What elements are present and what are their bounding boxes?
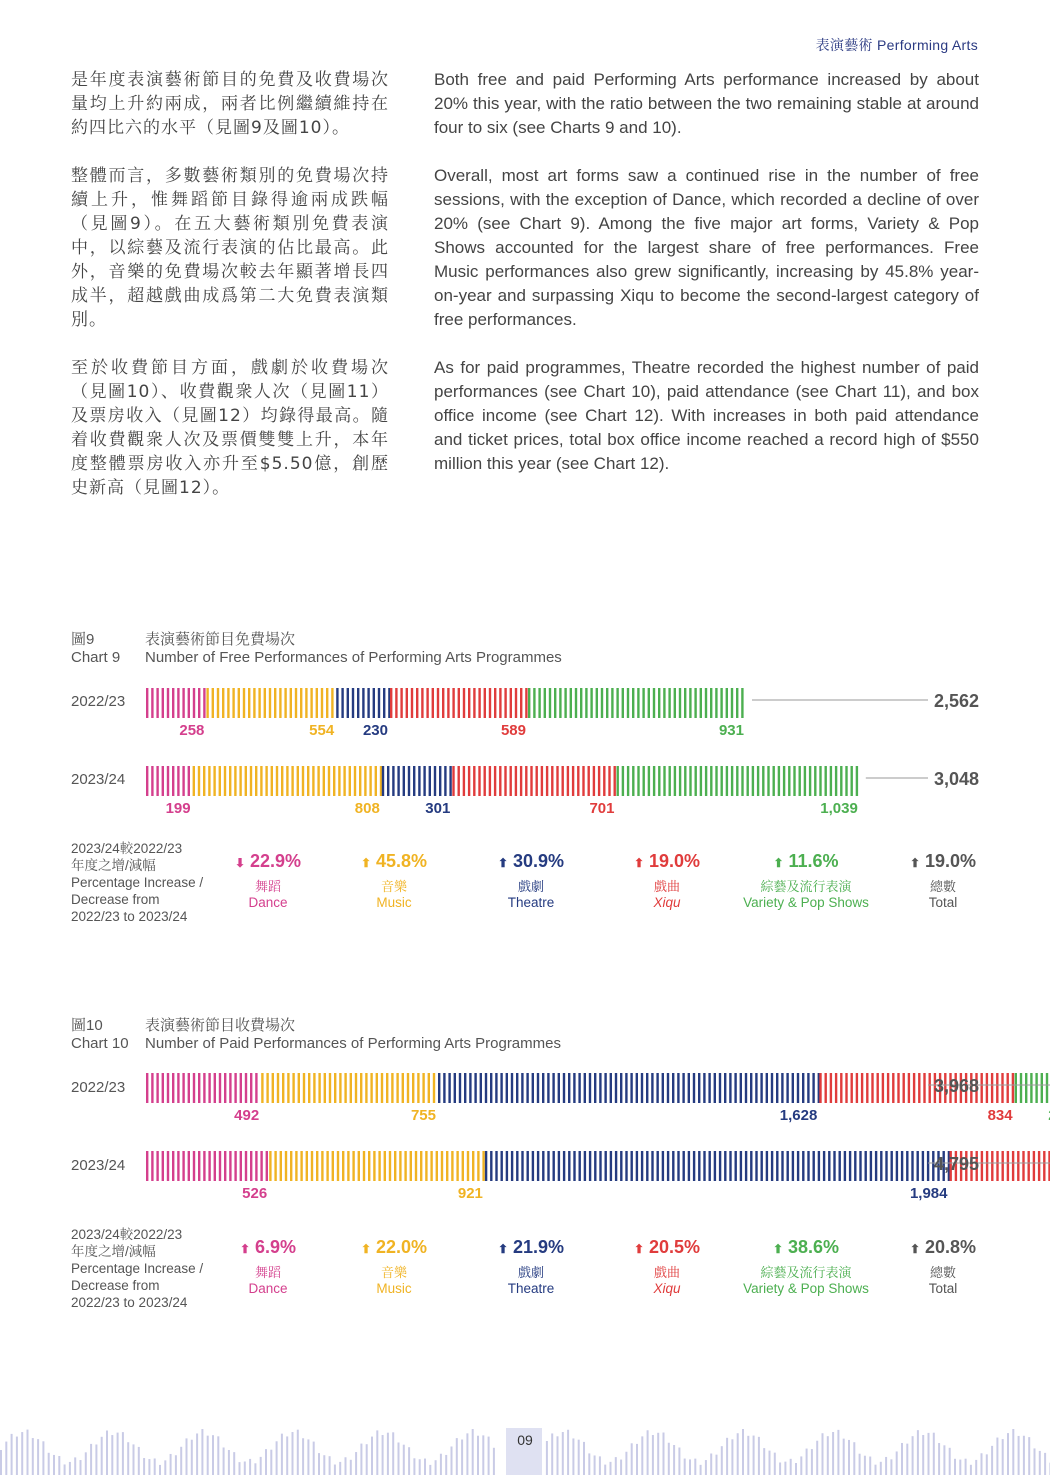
decor-stripe <box>360 1444 362 1475</box>
decor-stripe <box>906 1444 908 1475</box>
decor-stripe <box>493 1448 495 1475</box>
chart-10-label-en: Chart 10 <box>71 1035 129 1052</box>
arrow-up-icon: ⬆ <box>360 1242 371 1256</box>
arrow-up-icon: ⬆ <box>239 1242 251 1256</box>
decor-stripe <box>424 1459 426 1475</box>
chart-10-change-caption-line: Decrease from <box>71 1278 160 1293</box>
decor-stripe <box>790 1459 792 1475</box>
decor-stripe <box>48 1453 50 1475</box>
data-label-dance: 258 <box>179 722 205 739</box>
decor-stripe <box>159 1465 161 1475</box>
change-label-en: Total <box>928 895 958 910</box>
change-label-en: Music <box>376 1281 412 1296</box>
data-label-music: 808 <box>354 800 380 817</box>
bar-segment-theatre <box>438 1073 820 1103</box>
decor-stripe <box>164 1460 166 1475</box>
decor-stripe <box>615 1457 617 1475</box>
paragraph-zh-1: 是年度表演藝術節目的免費及收費場次量均上升約兩成，兩者比例繼續維持在約四比六的水平（見圖9及圖10）。 <box>71 70 389 138</box>
decor-stripe <box>175 1455 177 1475</box>
data-label-dance: 526 <box>242 1185 268 1202</box>
arrow-up-icon: ⬆ <box>909 856 920 870</box>
decor-stripe <box>954 1459 956 1475</box>
decor-stripe <box>859 1454 861 1475</box>
data-label-music: 755 <box>410 1107 436 1124</box>
total-value: 4,795 <box>933 1154 979 1174</box>
arrow-down-icon: ⬇ <box>234 856 245 870</box>
change-value: ⬆ 38.6% <box>772 1237 840 1257</box>
chart-10-year-2023: 2023/24 <box>71 1157 126 1174</box>
chart-9-year-2022: 2022/23 <box>71 693 126 710</box>
decor-stripe <box>774 1453 776 1475</box>
change-label-zh: 舞蹈 <box>254 1266 281 1281</box>
decor-stripe <box>625 1452 627 1475</box>
bar-segment-xiqu <box>819 1073 1014 1103</box>
decor-stripe <box>334 1465 336 1475</box>
decor-stripe <box>408 1447 410 1475</box>
chart-10-title-zh: 表演藝術節目收費場次 <box>145 1017 296 1034</box>
decor-stripe <box>435 1460 437 1475</box>
change-value: ⬆ 19.0% <box>909 851 977 871</box>
decor-stripe <box>323 1455 325 1475</box>
data-label-variety: 931 <box>718 722 744 739</box>
change-label-en: Theatre <box>507 895 555 910</box>
decor-stripe <box>339 1462 341 1475</box>
total-value: 3,968 <box>933 1076 979 1096</box>
decor-stripe <box>329 1456 331 1475</box>
bar-segment-variety <box>617 766 859 796</box>
bar-segment-dance <box>146 1151 268 1181</box>
decor-stripe <box>875 1465 877 1475</box>
change-label-en: Variety & Pop Shows <box>743 895 869 910</box>
decor-stripe <box>885 1457 887 1475</box>
decor-stripe <box>180 1447 182 1475</box>
decor-stripe <box>986 1454 988 1475</box>
decor-stripe <box>975 1460 977 1475</box>
chart-9-year-2023: 2023/24 <box>71 771 126 788</box>
decor-stripe <box>154 1458 156 1475</box>
decor-stripe <box>85 1452 87 1475</box>
change-value: ⬆ 22.0% <box>360 1237 428 1257</box>
decor-stripe <box>806 1449 808 1475</box>
decor-stripe <box>949 1448 951 1475</box>
decor-stripe <box>270 1450 272 1475</box>
decor-stripe <box>445 1455 447 1475</box>
decor-stripe <box>959 1460 961 1475</box>
decor-stripe <box>970 1465 972 1475</box>
chart-9-change-caption-line: Decrease from <box>71 892 160 907</box>
decor-stripe <box>588 1453 590 1475</box>
decor-stripe <box>80 1460 82 1475</box>
decor-stripe <box>636 1444 638 1475</box>
decor-stripe <box>694 1459 696 1475</box>
bar-segment-theatre <box>382 766 452 796</box>
decor-stripe <box>148 1459 150 1475</box>
chart-10-change-caption-line: Percentage Increase / <box>71 1261 204 1276</box>
change-value: ⬆ 20.8% <box>909 1237 977 1257</box>
decor-stripe <box>604 1465 606 1475</box>
bar-segment-dance <box>146 688 206 718</box>
decor-stripe <box>1034 1448 1036 1475</box>
decor-stripe <box>716 1455 718 1475</box>
decor-stripe <box>1044 1453 1046 1475</box>
change-label-zh: 戲劇 <box>517 880 544 895</box>
decor-stripe <box>721 1446 723 1475</box>
decor-stripe <box>74 1457 76 1475</box>
arrow-up-icon: ⬆ <box>497 856 508 870</box>
decor-stripe <box>880 1462 882 1475</box>
decor-stripe <box>0 1450 2 1475</box>
page-header: 表演藝術 Performing Arts <box>815 37 978 53</box>
decor-stripe <box>170 1454 172 1475</box>
change-label-zh: 音樂 <box>380 880 407 895</box>
chart-9-change-caption-line: 年度之增/減幅 <box>71 858 156 873</box>
data-label-theatre: 1,628 <box>779 1107 818 1124</box>
arrow-up-icon: ⬆ <box>360 856 371 870</box>
data-label-dance: 199 <box>165 800 191 817</box>
bar-segment-music <box>269 1151 485 1181</box>
chart-9-label-en: Chart 9 <box>71 649 121 666</box>
arrow-up-icon: ⬆ <box>773 856 784 870</box>
change-label-zh: 總數 <box>929 880 956 895</box>
chart-9-change-caption-line: 2023/24較2022/23 <box>71 841 183 856</box>
decor-stripe <box>223 1447 225 1475</box>
chart-10-title-en: Number of Paid Performances of Performing Arts Programmes <box>145 1035 561 1052</box>
decor-stripe <box>350 1460 352 1475</box>
change-value: ⬆ 45.8% <box>360 851 428 871</box>
arrow-up-icon: ⬆ <box>633 1242 644 1256</box>
decor-stripe <box>700 1465 702 1475</box>
decor-stripe <box>943 1445 945 1475</box>
bar-segment-dance <box>146 766 190 796</box>
change-label-zh: 舞蹈 <box>254 880 281 895</box>
paragraph-zh-3: 至於收費節目方面，戲劇於收費場次（見圖10）、收費觀衆人次（見圖11）及票房收入（見圖12）均錄得最高。隨着收費觀衆人次及票價雙雙上升，本年度整體票房收入亦升至$5.50億，創歷史新高（見圖12）。 <box>71 358 389 498</box>
change-value: ⬆ 20.5% <box>633 1237 701 1257</box>
bar-segment-music <box>193 766 383 796</box>
decor-stripe <box>864 1456 866 1475</box>
data-label-xiqu: 589 <box>500 722 526 739</box>
bar-segment-music <box>261 1073 435 1103</box>
decor-stripe <box>440 1454 442 1475</box>
decor-stripe <box>429 1465 431 1475</box>
decor-stripe <box>1039 1451 1041 1475</box>
data-label-dance: 492 <box>234 1107 260 1124</box>
chart-9-title-zh: 表演藝術節目免費場次 <box>145 631 296 648</box>
chart-9-label-zh: 圖9 <box>71 631 95 648</box>
change-label-zh: 戲曲 <box>653 1266 680 1281</box>
bar-segment-xiqu <box>452 766 616 796</box>
data-label-music: 554 <box>309 722 335 739</box>
decor-stripe <box>318 1453 320 1475</box>
paragraph-zh-2: 整體而言，多數藝術類別的免費場次持續上升，惟舞蹈節目錄得逾兩成跌幅（見圖9）。在五大藝術類別免費表演中，以綜藝及流行表演的佔比最高。此外，音樂的免費場次較去年顯著增長四成半，超越戲曲成爲第二大免費表演類別。 <box>71 166 389 330</box>
change-label-en: Xiqu <box>653 895 681 910</box>
decor-stripe <box>610 1462 612 1475</box>
total-value: 2,562 <box>933 691 979 711</box>
paragraph-en-3: As for paid programmes, Theatre recorded the highest number of paid performances (see Chart 10), paid attendance (see Chart 11), and box office income (see Chart 12). With increases in both paid attendance and ticket prices, total box office income reached a record high of $550 million this year (see Chart 12). <box>434 358 979 473</box>
data-label-theatre: 230 <box>362 722 388 739</box>
decor-stripe <box>413 1458 415 1475</box>
change-label-zh: 綜藝及流行表演 <box>760 1266 852 1281</box>
decor-stripe <box>69 1462 71 1475</box>
change-label-zh: 戲劇 <box>517 1266 544 1281</box>
decor-stripe <box>811 1449 813 1475</box>
chart-10-label-zh: 圖10 <box>71 1017 103 1034</box>
change-label-en: Xiqu <box>653 1281 681 1296</box>
data-label-xiqu: 834 <box>987 1107 1013 1124</box>
decor-stripe <box>451 1446 453 1475</box>
bar-segment-xiqu <box>390 688 528 718</box>
data-label-variety: 1,039 <box>820 800 858 817</box>
chart-10-change-caption-line: 2023/24較2022/23 <box>71 1227 183 1242</box>
data-label-xiqu: 701 <box>589 800 615 817</box>
paragraph-en-1: Both free and paid Performing Arts performance increased by about 20% this year, with the ratio between the two remaining stable at around four to six (see Charts 9 and 10). <box>434 70 979 137</box>
arrow-up-icon: ⬆ <box>633 856 644 870</box>
change-label-en: Dance <box>248 895 288 910</box>
decor-stripe <box>249 1459 251 1475</box>
decor-stripe <box>53 1455 55 1475</box>
change-label-en: Music <box>376 895 412 910</box>
chart-10-change-caption-line: 2022/23 to 2023/24 <box>71 1295 188 1310</box>
decor-stripe <box>991 1446 993 1475</box>
decor-stripe <box>869 1457 871 1475</box>
decor-stripe <box>265 1449 267 1475</box>
decor-stripe <box>779 1462 781 1475</box>
decor-stripe <box>795 1463 797 1475</box>
decor-stripe <box>678 1448 680 1475</box>
chart-9-title-en: Number of Free Performances of Performing Arts Programmes <box>145 649 562 666</box>
decor-stripe <box>133 1444 135 1475</box>
change-label-en: Dance <box>248 1281 288 1296</box>
decor-stripe <box>981 1453 983 1475</box>
decor-stripe <box>260 1457 262 1475</box>
decor-stripe <box>244 1462 246 1475</box>
decor-stripe <box>143 1458 145 1475</box>
decor-stripe <box>419 1459 421 1475</box>
decor-stripe <box>896 1451 898 1475</box>
change-label-zh: 綜藝及流行表演 <box>760 880 852 895</box>
decor-stripe <box>705 1460 707 1475</box>
bar-segment-dance <box>146 1073 258 1103</box>
arrow-up-icon: ⬆ <box>772 1242 783 1256</box>
arrow-up-icon: ⬆ <box>909 1242 920 1256</box>
decor-stripe <box>95 1444 97 1475</box>
total-value: 3,048 <box>933 769 979 789</box>
paragraph-en-2: Overall, most art forms saw a continued rise in the number of free sessions, with the exception of Dance, which recorded a decline of over 20% (see Chart 9). Among the five major art forms, Variety & Pop Shows accounted for the largest share of free performances. Free Music performances also grew significantly, increasing by 45.8% year-on-year and surpassing Xiqu to become the second-largest category of free performances. <box>434 166 979 329</box>
data-label-theatre: 1,984 <box>909 1185 948 1202</box>
decor-stripe <box>620 1460 622 1475</box>
chart-10-year-2022: 2022/23 <box>71 1079 126 1096</box>
decor-stripe <box>710 1453 712 1475</box>
bar-segment-theatre <box>336 688 390 718</box>
decor-stripe <box>800 1456 802 1475</box>
change-value: ⬆ 21.9% <box>497 1237 565 1257</box>
change-value: ⬆ 11.6% <box>773 851 839 871</box>
decor-stripe <box>90 1444 92 1475</box>
decor-stripe <box>769 1451 771 1475</box>
bar-segment-theatre <box>485 1151 950 1181</box>
change-value: ⬆ 30.9% <box>497 851 565 871</box>
data-label-theatre: 301 <box>425 800 451 817</box>
chart-9-change-caption-line: 2022/23 to 2023/24 <box>71 909 188 924</box>
decor-stripe <box>254 1463 256 1475</box>
decor-stripe <box>239 1462 241 1475</box>
bar-segment-variety <box>1015 1073 1050 1103</box>
decor-stripe <box>64 1464 66 1475</box>
chart-10-change-caption-line: 年度之增/減幅 <box>71 1244 156 1259</box>
decor-stripe <box>355 1452 357 1475</box>
decor-stripe <box>684 1459 686 1475</box>
data-label-music: 921 <box>457 1185 483 1202</box>
decor-stripe <box>594 1455 596 1475</box>
change-value: ⬇ 22.9% <box>234 851 302 871</box>
change-value: ⬆ 6.9% <box>239 1237 297 1257</box>
arrow-up-icon: ⬆ <box>497 1242 508 1256</box>
decor-stripe <box>784 1462 786 1475</box>
change-value: ⬆ 19.0% <box>633 851 701 871</box>
change-label-zh: 戲曲 <box>653 880 680 895</box>
decor-stripe <box>965 1459 967 1475</box>
decor-stripe <box>233 1452 235 1475</box>
decor-stripe <box>673 1445 675 1475</box>
decor-stripe <box>366 1444 368 1475</box>
change-label-en: Theatre <box>507 1281 555 1296</box>
decor-stripe <box>138 1447 140 1475</box>
decor-stripe <box>763 1448 765 1475</box>
decor-stripe <box>403 1445 405 1475</box>
decor-stripe <box>689 1459 691 1475</box>
bar-segment-variety <box>528 688 744 718</box>
bar-segment-music <box>206 688 333 718</box>
page-number: 09 <box>517 1432 533 1448</box>
change-label-zh: 音樂 <box>380 1266 407 1281</box>
change-label-zh: 總數 <box>929 1266 956 1281</box>
change-label-en: Total <box>928 1281 958 1296</box>
decor-stripe <box>345 1457 347 1475</box>
chart-9-change-caption-line: Percentage Increase / <box>71 875 204 890</box>
decor-stripe <box>599 1456 601 1475</box>
decor-stripe <box>631 1443 633 1475</box>
decor-stripe <box>890 1459 892 1475</box>
decor-stripe <box>228 1450 230 1475</box>
decor-stripe <box>58 1456 60 1475</box>
change-label-en: Variety & Pop Shows <box>743 1281 869 1296</box>
